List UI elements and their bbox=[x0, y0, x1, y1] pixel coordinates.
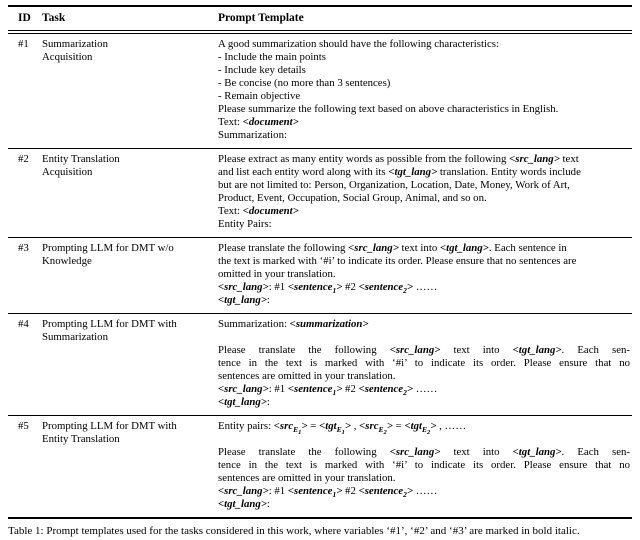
table-body bbox=[8, 32, 632, 518]
template-variable: <src_lang> bbox=[218, 281, 269, 293]
prompt-line: Please extract as many entity words as possible from the following <src_lang> text bbox=[218, 153, 579, 165]
header-prompt-template: Prompt Template bbox=[218, 6, 632, 32]
prompt-cell bbox=[218, 416, 632, 519]
template-variable: <tgt_lang> bbox=[439, 242, 489, 254]
header-id: ID bbox=[8, 6, 42, 32]
template-variable: <src_lang> bbox=[509, 153, 560, 165]
prompt-line: Entity pairs: <src$_{E1}$> = <tgt$_{E1}$> , <src$_{E2}$> = <tgt$_{E2}$> , …… bbox=[218, 420, 467, 437]
prompt-line: tence in the text is marked with ‘#i’ to indicate its order. Please ensure that no bbox=[218, 357, 630, 369]
template-variable: <summarization> bbox=[289, 318, 369, 330]
prompt-line: - Remain objective bbox=[218, 90, 301, 102]
template-variable: <tgt_lang> bbox=[218, 396, 267, 408]
template-variable: <src_lang> bbox=[389, 344, 441, 356]
prompt-cell bbox=[218, 314, 632, 416]
prompt-line: the text is marked with ‘#i’ to indicate its order. Please ensure that no sentences are bbox=[218, 255, 577, 267]
row-id-cell: #4 bbox=[8, 314, 42, 416]
table-header bbox=[8, 6, 632, 32]
prompt-line: Summarization: <summarization> bbox=[218, 318, 369, 330]
row-id-cell: #1 bbox=[8, 32, 42, 149]
prompt-line: tence in the text is marked with ‘#i’ to indicate its order. Please ensure that no bbox=[218, 459, 630, 471]
task-cell bbox=[42, 238, 218, 314]
header-task: Task bbox=[42, 6, 218, 32]
prompt-line: <tgt_lang>: bbox=[218, 396, 270, 408]
template-variable: <sentence$_2$> bbox=[358, 383, 414, 398]
template-variable: <sentence$_1$> bbox=[287, 383, 343, 398]
table-row bbox=[8, 32, 632, 149]
task-line: Entity Translation bbox=[42, 153, 120, 165]
template-variable: <tgt_lang> bbox=[388, 166, 438, 178]
task-cell bbox=[42, 149, 218, 238]
table-row bbox=[8, 314, 632, 416]
template-variable: <src_lang> bbox=[389, 446, 441, 458]
prompt-template-table bbox=[8, 5, 632, 519]
prompt-line bbox=[218, 331, 630, 344]
row-id-cell: #2 bbox=[8, 149, 42, 238]
prompt-line: <tgt_lang>: bbox=[218, 294, 270, 306]
template-variable: <src$_{E2}$> bbox=[359, 420, 393, 437]
prompt-line: <src_lang>: #1 <sentence$_1$> #2 <sentence$_2$> …… bbox=[218, 383, 438, 398]
task-line: Acquisition bbox=[42, 51, 93, 63]
prompt-line: omitted in your translation. bbox=[218, 268, 336, 280]
task-line: Prompting LLM for DMT with bbox=[42, 318, 177, 330]
template-variable: <sentence$_1$> bbox=[287, 281, 343, 296]
table-row bbox=[8, 149, 632, 238]
prompt-line: Please translate the following <src_lang> text into <tgt_lang>. Each sentence in bbox=[218, 242, 567, 254]
prompt-line: and list each entity word along with its <tgt_lang> translation. Entity words include bbox=[218, 166, 581, 178]
prompt-line: Entity Pairs: bbox=[218, 218, 272, 230]
template-variable: <document> bbox=[242, 116, 299, 128]
template-variable: <src$_{E1}$> bbox=[273, 420, 308, 437]
task-line: Knowledge bbox=[42, 255, 92, 267]
template-variable: <sentence$_2$> bbox=[358, 485, 414, 500]
task-line: Entity Translation bbox=[42, 433, 120, 445]
task-cell bbox=[42, 314, 218, 416]
prompt-line: sentences are omitted in your translation. bbox=[218, 370, 396, 382]
task-cell bbox=[42, 416, 218, 519]
prompt-line: Product, Event, Occupation, Social Group, Animal, and so on. bbox=[218, 192, 487, 204]
row-id-cell: #3 bbox=[8, 238, 42, 314]
prompt-line: <src_lang>: #1 <sentence$_1$> #2 <sentence$_2$> …… bbox=[218, 281, 438, 296]
prompt-line: <tgt_lang>: bbox=[218, 498, 270, 510]
template-variable: <src_lang> bbox=[218, 485, 269, 497]
table-row bbox=[8, 238, 632, 314]
prompt-cell bbox=[218, 149, 632, 238]
prompt-cell bbox=[218, 238, 632, 314]
prompt-line: - Be concise (no more than 3 sentences) bbox=[218, 77, 391, 89]
task-line: Summarization bbox=[42, 38, 108, 50]
prompt-line: <src_lang>: #1 <sentence$_1$> #2 <sentence$_2$> …… bbox=[218, 485, 438, 500]
table-row bbox=[8, 416, 632, 519]
template-variable: <sentence$_1$> bbox=[287, 485, 343, 500]
template-variable: <document> bbox=[242, 205, 299, 217]
prompt-line: Summarization: bbox=[218, 129, 287, 141]
prompt-line: - Include key details bbox=[218, 64, 306, 76]
task-line: Prompting LLM for DMT w/o bbox=[42, 242, 174, 254]
template-variable: <tgt_lang> bbox=[512, 344, 562, 356]
task-line: Acquisition bbox=[42, 166, 93, 178]
template-variable: <src_lang> bbox=[348, 242, 399, 254]
prompt-line: Text: <document> bbox=[218, 116, 299, 128]
template-variable: <tgt$_{E2}$> bbox=[404, 420, 437, 437]
template-variable: <sentence$_2$> bbox=[358, 281, 414, 296]
prompt-line: Please translate the following <src_lang> text into <tgt_lang>. Each sen- bbox=[218, 344, 630, 356]
header-row bbox=[8, 6, 632, 32]
prompt-line: Please summarize the following text based on above characteristics in English. bbox=[218, 103, 559, 115]
table-caption: Table 1: Prompt templates used for the tasks considered in this work, where variables ‘#1’, ‘#2’ and ‘#3’ are marked in bold italic. bbox=[8, 525, 580, 537]
prompt-line: sentences are omitted in your translation. bbox=[218, 472, 396, 484]
template-variable: <tgt_lang> bbox=[218, 498, 267, 510]
task-cell bbox=[42, 32, 218, 149]
template-variable: <tgt_lang> bbox=[218, 294, 267, 306]
prompt-line: A good summarization should have the following characteristics: bbox=[218, 38, 499, 50]
template-variable: <tgt$_{E1}$> bbox=[319, 420, 352, 437]
task-line: Summarization bbox=[42, 331, 108, 343]
prompt-line bbox=[218, 433, 630, 446]
prompt-line: - Include the main points bbox=[218, 51, 326, 63]
task-line: Prompting LLM for DMT with bbox=[42, 420, 177, 432]
prompt-line: Please translate the following <src_lang> text into <tgt_lang>. Each sen- bbox=[218, 446, 630, 458]
row-id-cell: #5 bbox=[8, 416, 42, 519]
template-variable: <src_lang> bbox=[218, 383, 269, 395]
prompt-cell bbox=[218, 32, 632, 149]
prompt-line: Text: <document> bbox=[218, 205, 299, 217]
prompt-line: but are not limited to: Person, Organization, Location, Date, Money, Work of Art, bbox=[218, 179, 570, 191]
template-variable: <tgt_lang> bbox=[512, 446, 562, 458]
